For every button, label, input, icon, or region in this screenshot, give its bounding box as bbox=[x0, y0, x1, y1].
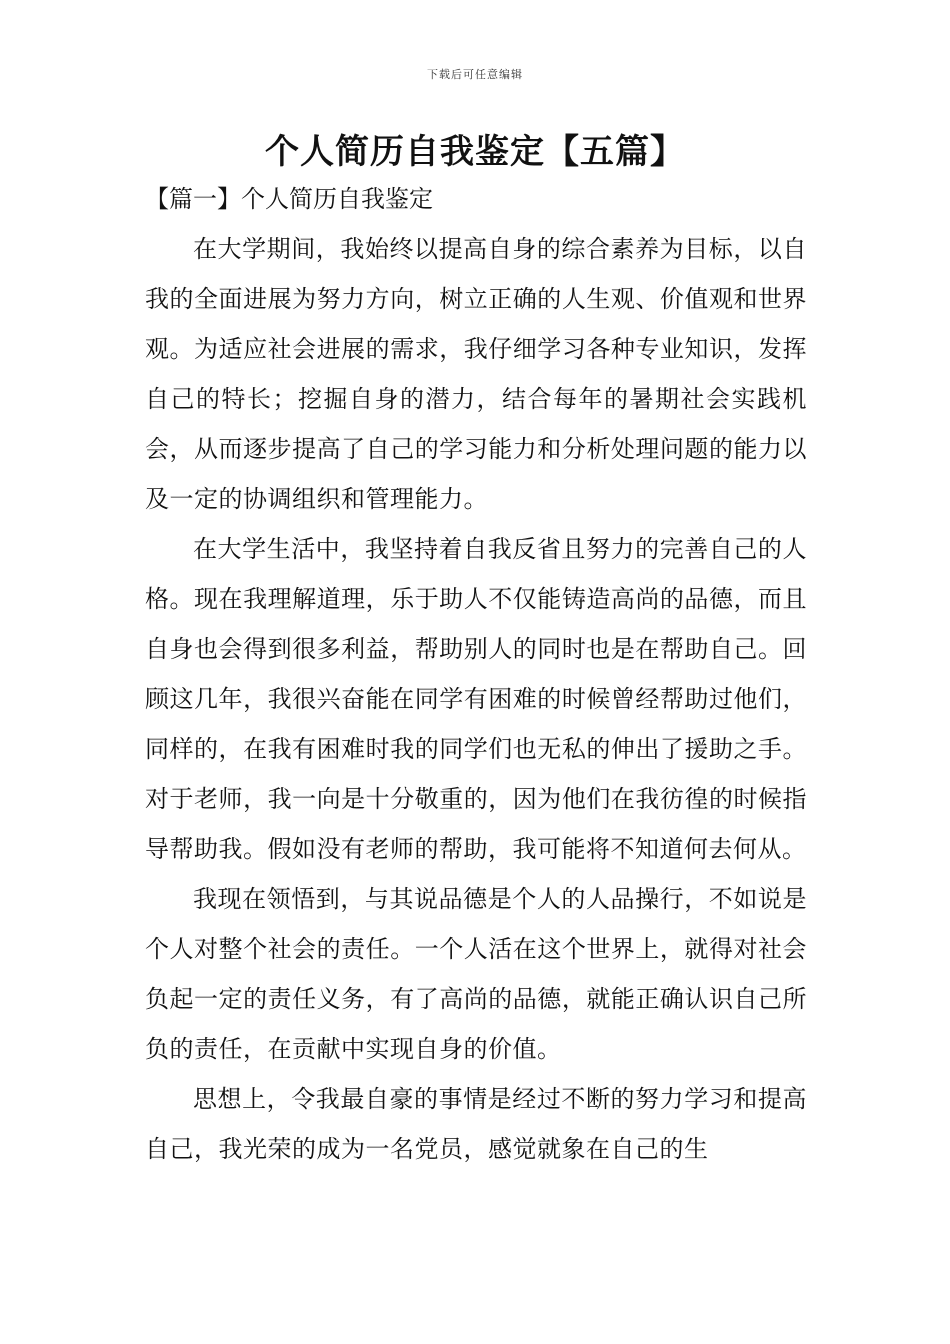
document-title: 个人简历自我鉴定【五篇】 bbox=[265, 132, 685, 172]
header-note: 下载后可任意编辑 bbox=[427, 68, 523, 81]
document-body bbox=[145, 178, 807, 1174]
section-heading: 【篇一】个人简历自我鉴定 bbox=[145, 185, 433, 213]
paragraph: 在大学生活中，我坚持着自我反省且努力的完善自己的人格。现在我理解道理，乐于助人不仅能铸造高尚的品德，而且自身也会得到很多利益，帮助别人的同时也是在帮助自己。回顾这几年，我很兴奋能在同学有困难的时候曾经帮助过他们，同样的，在我有困难时我的同学们也无私的伸出了援助之手。对于老师，我一向是十分敬重的，因为他们在我彷徨的时候指导帮助我。假如没有老师的帮助，我可能将不知道何去何从。 bbox=[145, 535, 807, 863]
paragraph: 在大学期间，我始终以提高自身的综合素养为目标，以自我的全面进展为努力方向，树立正确的人生观、价值观和世界观。为适应社会进展的需求，我仔细学习各种专业知识，发挥自己的特长；挖掘自身的潜力，结合每年的暑期社会实践机会，从而逐步提高了自己的学习能力和分析处理问题的能力以及一定的协调组织和管理能力。 bbox=[145, 235, 807, 513]
paragraph: 思想上，令我最自豪的事情是经过不断的努力学习和提高自己，我光荣的成为一名党员，感觉就象在自己的生 bbox=[145, 1085, 807, 1163]
paragraph: 我现在领悟到，与其说品德是个人的人品操行，不如说是个人对整个社会的责任。一个人活在这个世界上，就得对社会负起一定的责任义务，有了高尚的品德，就能正确认识自己所负的责任，在贡献中实现自身的价值。 bbox=[145, 885, 807, 1063]
